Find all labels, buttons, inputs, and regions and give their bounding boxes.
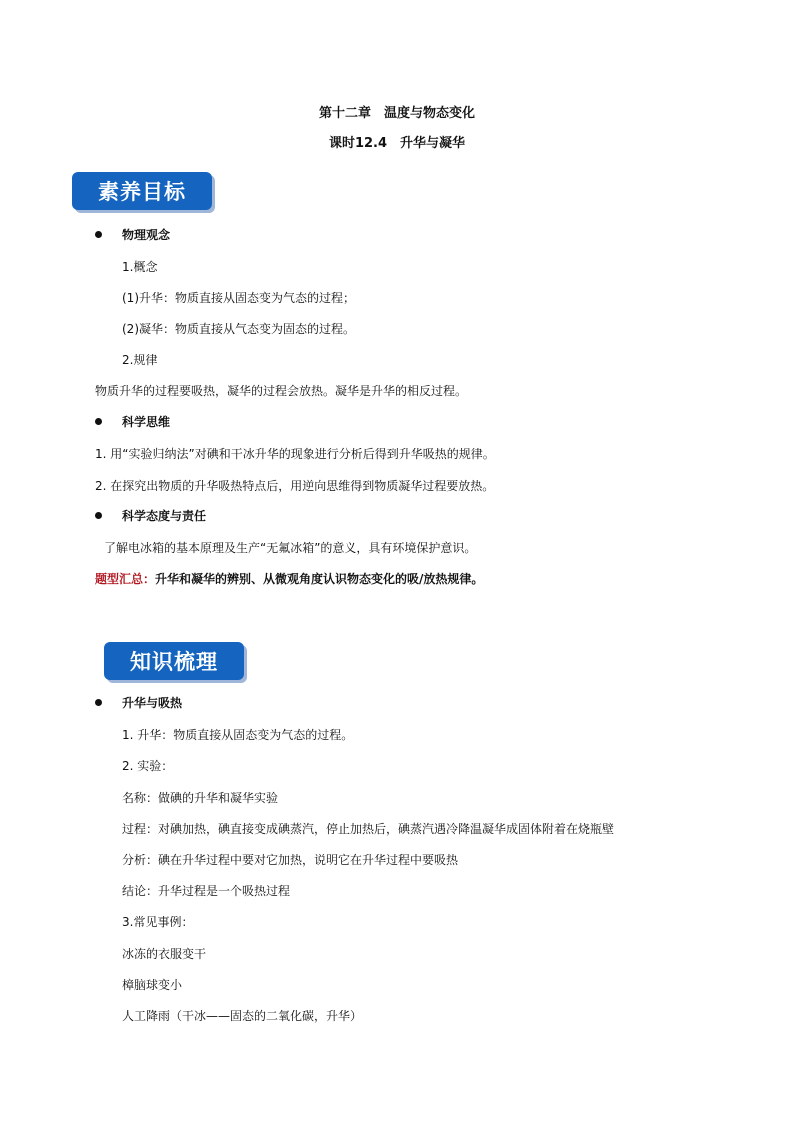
lesson-title: 课时12.4 升华与凝华 xyxy=(328,136,466,151)
topic-item-1: 1. 升华：物质直接从固态变为气态的过程。 xyxy=(122,728,354,742)
experiment-analysis: 分析：碘在升华过程中要对它加热，说明它在升华过程中要吸热 xyxy=(122,853,459,867)
experiment-process: 过程：对碘加热，碘直接变成碘蒸汽，停止加热后，碘蒸汽遇冷降温凝华成固体附着在烧瓶壁 xyxy=(122,822,615,836)
def-deposition: (2)凝华：物质直接从气态变为固态的过程。 xyxy=(122,322,355,336)
bullet-icon xyxy=(95,231,102,238)
chapter-title: 第十二章 温度与物态变化 xyxy=(318,106,475,121)
heading-physics-concept: 物理观念 xyxy=(122,228,171,242)
summary-line xyxy=(95,571,483,587)
experiment-conclusion: 结论：升华过程是一个吸热过程 xyxy=(122,884,291,898)
summary-text: 升华和凝华的辨别、从微观角度认识物态变化的吸/放热规律。 xyxy=(155,572,484,586)
bullet-icon xyxy=(95,512,102,519)
law-label: 2.规律 xyxy=(122,353,158,367)
section-banner-knowledge xyxy=(104,642,244,680)
heading-sublimation-heat: 升华与吸热 xyxy=(122,696,183,710)
example-item: 冰冻的衣服变干 xyxy=(122,947,207,961)
heading-attitude: 科学态度与责任 xyxy=(122,509,207,523)
concept-label: 1.概念 xyxy=(122,260,158,274)
example-item: 人工降雨（干冰——固态的二氧化碳，升华） xyxy=(122,1009,363,1023)
law-text: 物质升华的过程要吸热，凝华的过程会放热。凝华是升华的相反过程。 xyxy=(95,384,468,398)
section-banner-knowledge-label: 知识梳理 xyxy=(130,649,218,674)
section-banner-goals-label: 素养目标 xyxy=(98,179,186,204)
bullet-icon xyxy=(95,699,102,706)
bullet-icon xyxy=(95,418,102,425)
attitude-text: 了解电冰箱的基本原理及生产“无氟冰箱”的意义，具有环境保护意识。 xyxy=(104,541,477,555)
thinking-item-1: 1. 用“实验归纳法”对碘和干冰升华的现象进行分析后得到升华吸热的规律。 xyxy=(95,447,495,461)
summary-label: 题型汇总： xyxy=(95,572,156,586)
def-sublimation: (1)升华：物质直接从固态变为气态的过程； xyxy=(122,291,355,305)
section-banner-goals xyxy=(72,172,212,210)
topic-item-2: 2. 实验： xyxy=(122,759,174,773)
thinking-item-2: 2. 在探究出物质的升华吸热特点后，用逆向思维得到物质凝华过程要放热。 xyxy=(95,479,495,493)
examples-label: 3.常见事例： xyxy=(122,915,194,929)
heading-scientific-thinking: 科学思维 xyxy=(122,415,171,429)
experiment-name: 名称：做碘的升华和凝华实验 xyxy=(122,791,279,805)
example-item: 樟脑球变小 xyxy=(122,978,183,992)
